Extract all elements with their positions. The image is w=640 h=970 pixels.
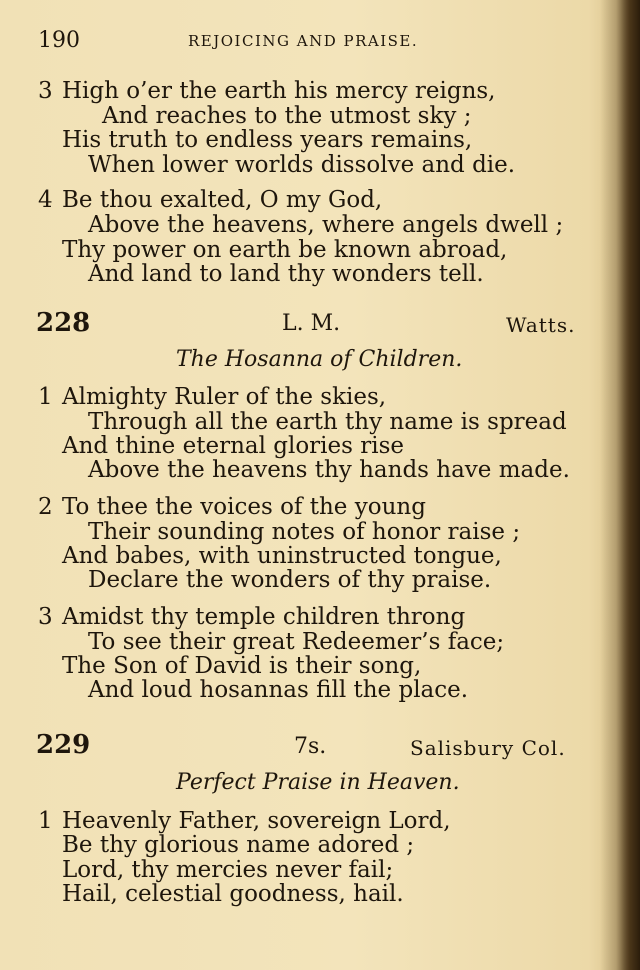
verse-line: To see their great Redeemer’s face; xyxy=(88,629,505,655)
hymn-title: Perfect Praise in Heaven. xyxy=(176,770,460,795)
verse-line: And reaches to the utmost sky ; xyxy=(102,103,472,129)
verse-line: When lower worlds dissolve and die. xyxy=(88,152,516,178)
verse-line: Declare the wonders of thy praise. xyxy=(88,567,492,593)
verse-line: High o’er the earth his mercy reigns, xyxy=(62,78,496,104)
stanza-number: 1 xyxy=(38,384,53,410)
hymn-title: The Hosanna of Children. xyxy=(176,347,463,372)
verse-line: Thy power on earth be known abroad, xyxy=(62,237,508,263)
verse-line: Almighty Ruler of the skies, xyxy=(62,384,387,410)
hymn-number: 228 xyxy=(36,308,91,338)
hymn-meter: 7s. xyxy=(294,734,327,759)
verse-line: Hail, celestial goodness, hail. xyxy=(62,881,404,907)
verse-line: Above the heavens thy hands have made. xyxy=(88,457,570,483)
page-number: 190 xyxy=(38,28,80,53)
verse-line: His truth to endless years remains, xyxy=(62,127,473,153)
verse-line: To thee the voices of the young xyxy=(62,494,426,520)
hymn-composer: Salisbury Col. xyxy=(410,736,566,760)
stanza-number: 2 xyxy=(38,494,53,520)
stanza-number: 4 xyxy=(38,187,53,213)
running-head: REJOICING AND PRAISE. xyxy=(188,32,419,50)
verse-line: Their sounding notes of honor raise ; xyxy=(88,519,521,545)
verse-line: Be thy glorious name adored ; xyxy=(62,832,415,858)
stanza-number: 3 xyxy=(38,604,53,630)
verse-line: And thine eternal glories rise xyxy=(62,433,405,459)
hymn-meter: L. M. xyxy=(282,311,341,336)
verse-line: And land to land thy wonders tell. xyxy=(88,261,484,287)
verse-line: Heavenly Father, sovereign Lord, xyxy=(62,808,451,834)
verse-line: And babes, with uninstructed tongue, xyxy=(62,543,502,569)
verse-line: The Son of David is their song, xyxy=(62,653,422,679)
verse-line: Be thou exalted, O my God, xyxy=(62,187,383,213)
stanza-number: 1 xyxy=(38,808,53,834)
verse-line: Lord, thy mercies never fail; xyxy=(62,857,394,883)
hymn-number: 229 xyxy=(36,730,91,760)
verse-line: Above the heavens, where angels dwell ; xyxy=(88,212,564,238)
verse-line: Amidst thy temple children throng xyxy=(62,604,466,630)
verse-line: And loud hosannas fill the place. xyxy=(88,677,469,703)
book-spine-shadow xyxy=(600,0,640,970)
hymn-composer: Watts. xyxy=(506,313,576,337)
page-header xyxy=(38,28,588,58)
verse-line: Through all the earth thy name is spread xyxy=(88,409,567,435)
stanza-number: 3 xyxy=(38,78,53,104)
